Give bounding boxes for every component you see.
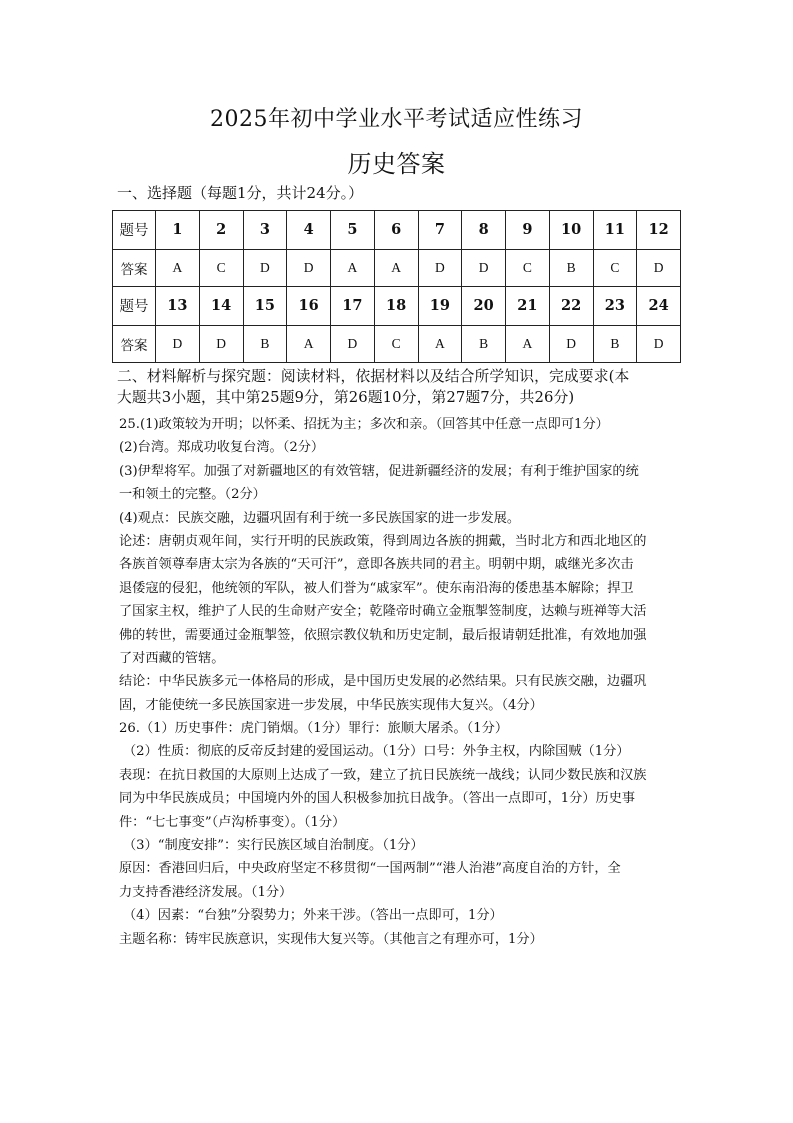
question-number: 17: [331, 286, 375, 325]
answer-cell: C: [506, 249, 550, 286]
section2-heading: [117, 366, 682, 408]
answer-cell: B: [549, 249, 593, 286]
answer-cell: C: [199, 249, 243, 286]
answer-body: [119, 413, 684, 951]
answer-cell: B: [593, 325, 637, 362]
answer-cell: A: [418, 325, 462, 362]
answer-cell: C: [593, 249, 637, 286]
question-number: 21: [506, 286, 550, 325]
question-number: 3: [243, 211, 287, 250]
answer-cell: C: [374, 325, 418, 362]
answer-cell: D: [156, 325, 200, 362]
answer-cell: D: [549, 325, 593, 362]
answer-cell: D: [637, 249, 681, 286]
text-line: 退倭寇的侵犯，他统领的军队，被人们誉为“戚家军”。使东南沿海的倭患基本解除；捍卫: [119, 580, 634, 596]
answer-table: [112, 210, 681, 363]
question-number: 11: [593, 211, 637, 250]
text-line: 一和领土的完整。（2分）: [119, 487, 266, 503]
question-number: 4: [287, 211, 331, 250]
question-number: 1: [156, 211, 200, 250]
answer-cell: D: [462, 249, 506, 286]
text-line: (2)台湾。郑成功收复台湾。（2分）: [119, 440, 325, 456]
question-number: 7: [418, 211, 462, 250]
table-row-numbers-1: [113, 211, 681, 250]
row-label: 题号: [113, 211, 156, 250]
answer-cell: A: [156, 249, 200, 286]
question-number: 6: [374, 211, 418, 250]
answer-cell: B: [462, 325, 506, 362]
text-line: 力支持香港经济发展。（1分）: [119, 884, 293, 900]
answer-cell: A: [506, 325, 550, 362]
text-line: (4)观点：民族交融，边疆巩固有利于统一多民族国家的进一步发展。: [119, 510, 521, 526]
row-label: 答案: [113, 325, 156, 362]
question-number: 16: [287, 286, 331, 325]
text-line: 佛的转世，需要通过金瓶掣签，依照宗教仪轨和历史定制，最后报请朝廷批准，有效地加强: [119, 627, 647, 643]
question-number: 23: [593, 286, 637, 325]
text-line: (3)伊犁将军。加强了对新疆地区的有效管辖，促进新疆经济的发展；有利于维护国家的统: [119, 463, 639, 479]
text-line: 26.（1）历史事件：虎门销烟。（1分）罪行：旅顺大屠杀。（1分）: [119, 721, 509, 737]
answer-cell: D: [331, 325, 375, 362]
section2-heading-line: 大题共3小题，其中第25题9分，第26题10分，第27题7分，共26分): [117, 389, 575, 406]
text-line: 原因：香港回归后，中央政府坚定不移贯彻“一国两制”“港人治港”高度自治的方针，全: [119, 861, 621, 877]
answer-cell: D: [199, 325, 243, 362]
question-number: 14: [199, 286, 243, 325]
question-number: 12: [637, 211, 681, 250]
text-line: 了国家主权，维护了人民的生命财产安全；乾隆帝时确立金瓶掣签制度，达赖与班禅等大活: [119, 604, 647, 620]
answer-cell: B: [243, 325, 287, 362]
text-line: （3）“制度安排”：实行民族区域自治制度。（1分）: [123, 838, 424, 854]
text-line: 了对西藏的管辖。: [119, 650, 225, 666]
question-number: 19: [418, 286, 462, 325]
text-line: （2）性质：彻底的反帝反封建的爱国运动。（1分）口号：外争主权，内除国贼（1分）: [123, 744, 630, 760]
question-number: 5: [331, 211, 375, 250]
answer-cell: D: [418, 249, 462, 286]
document-title: 2025年初中学业水平考试适应性练习: [210, 107, 583, 132]
table-row-answers-2: [113, 325, 681, 362]
answer-cell: A: [374, 249, 418, 286]
question-number: 22: [549, 286, 593, 325]
text-line: 件：“七七事变”（卢沟桥事变）。（1分）: [119, 814, 346, 830]
answer-cell: A: [287, 325, 331, 362]
question-number: 10: [549, 211, 593, 250]
text-line: 论述：唐朝贞观年间，实行开明的民族政策，得到周边各族的拥戴，当时北方和西北地区的: [119, 533, 647, 549]
text-line: 各族首领尊奉唐太宗为各族的“天可汗”，意即各族共同的君主。明朝中期，戚继光多次击: [119, 557, 634, 573]
question-number: 8: [462, 211, 506, 250]
table-row-numbers-2: [113, 286, 681, 325]
row-label: 答案: [113, 249, 156, 286]
answer-cell: D: [287, 249, 331, 286]
table-row-answers-1: [113, 249, 681, 286]
document-subtitle: 历史答案: [347, 150, 446, 178]
text-line: （4）因素：“台独”分裂势力；外来干涉。（答出一点即可，1分）: [123, 908, 503, 924]
question-number: 9: [506, 211, 550, 250]
text-line: 同为中华民族成员；中国境内外的国人积极参加抗日战争。（答出一点即可，1分）历史事: [119, 791, 636, 807]
question-number: 2: [199, 211, 243, 250]
answer-cell: A: [331, 249, 375, 286]
question-number: 18: [374, 286, 418, 325]
question-number: 13: [156, 286, 200, 325]
question-number: 15: [243, 286, 287, 325]
row-label: 题号: [113, 286, 156, 325]
text-line: 25.(1)政策较为开明；以怀柔、招抚为主；多次和亲。（回答其中任意一点即可1分）: [119, 417, 609, 432]
text-line: 表现：在抗日救国的大原则上达成了一致，建立了抗日民族统一战线；认同少数民族和汉族: [119, 767, 647, 783]
question-number: 20: [462, 286, 506, 325]
section2-heading-line: 二、材料解析与探究题：阅读材料，依据材料以及结合所学知识，完成要求(本: [117, 368, 630, 385]
text-line: 主题名称：铸牢民族意识，实现伟大复兴等。（其他言之有理亦可，1分）: [119, 931, 543, 947]
answer-cell: D: [637, 325, 681, 362]
section1-heading: 一、选择题（每题1分，共计24分。）: [117, 184, 364, 202]
text-line: 结论：中华民族多元一体格局的形成，是中国历史发展的必然结果。只有民族交融，边疆巩: [119, 674, 647, 690]
text-line: 固，才能使统一多民族国家进一步发展，中华民族实现伟大复兴。（4分）: [119, 697, 543, 713]
question-number: 24: [637, 286, 681, 325]
answer-cell: D: [243, 249, 287, 286]
